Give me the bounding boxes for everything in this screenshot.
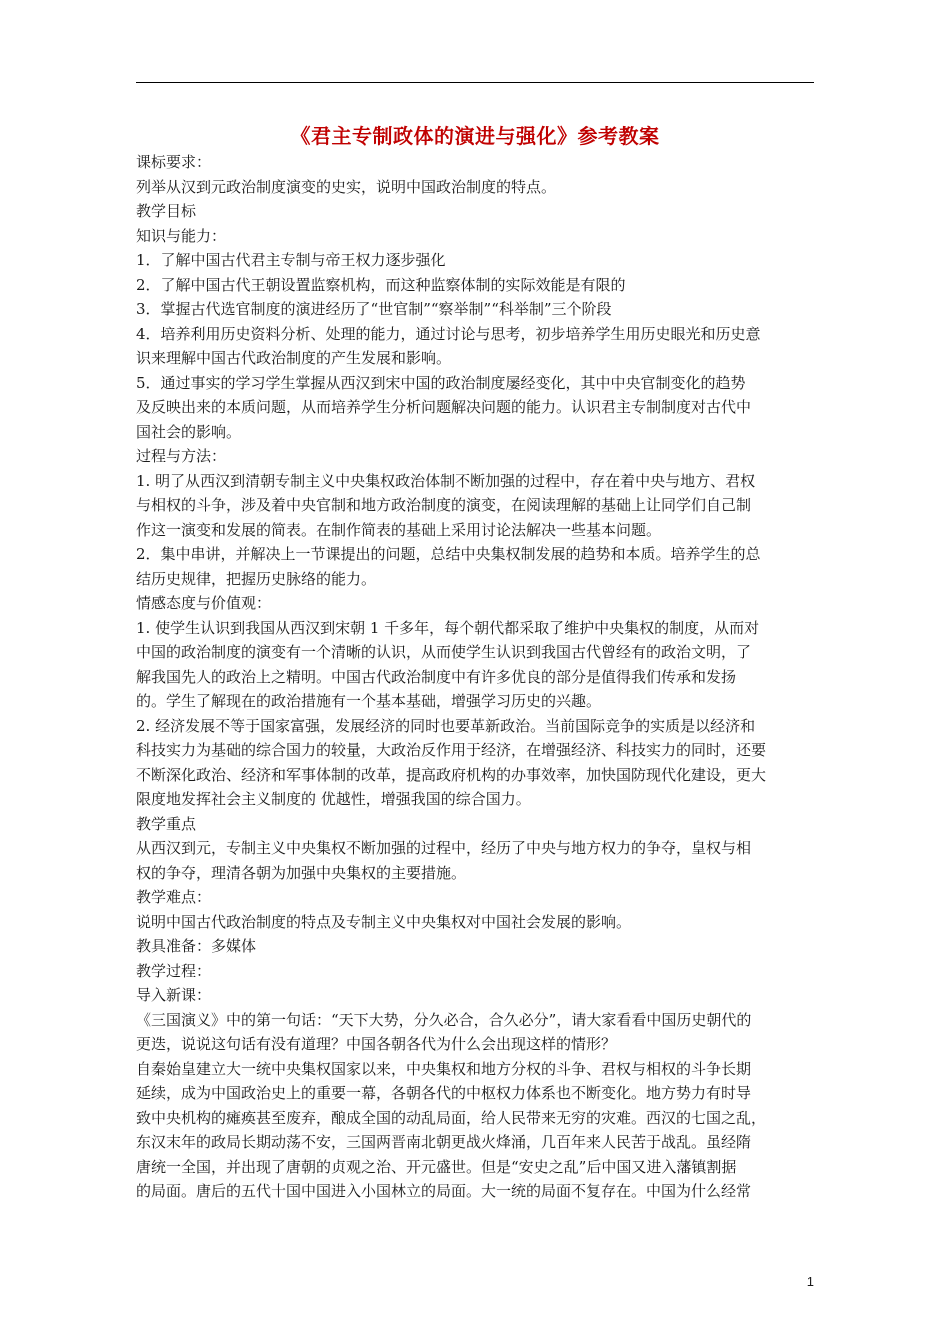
- body-text-line: 自秦始皇建立大一统中央集权国家以来，中央集权和地方分权的斗争、君权与相权的斗争长期: [136, 1059, 752, 1078]
- body-text-line: 说明中国古代政治制度的特点及专制主义中央集权对中国社会发展的影响。: [136, 912, 632, 931]
- body-text-line: 导入新课：: [136, 986, 212, 1004]
- body-text-line: 东汉末年的政局长期动荡不安，三国两晋南北朝更战火烽涌，几百年来人民苦于战乱。虽经隋: [136, 1133, 752, 1151]
- body-text-line: 1. 明了从西汉到清朝专制主义中央集权政治体制不断加强的过程中，存在着中央与地方、君权: [136, 471, 756, 490]
- page-number: 1: [806, 1274, 814, 1289]
- body-text-line: 2. 经济发展不等于国家富强，发展经济的同时也要革新政治。当前国际竞争的实质是以经济和: [136, 716, 756, 735]
- body-text-line: 教学过程：: [136, 961, 212, 980]
- body-text-line: 中国的政治制度的演变有一个清晰的认识，从而使学生认识到我国古代曾经有的政治文明，了: [136, 643, 752, 661]
- body-text-line: 解我国先人的政治上之精明。中国古代政治制度中有许多优良的部分是值得我们传承和发扬: [136, 667, 737, 686]
- body-text-line: 过程与方法：: [136, 447, 227, 465]
- body-text-line: 限度地发挥社会主义制度的 优越性，增强我国的综合国力。: [136, 790, 531, 808]
- body-text-line: 及反映出来的本质问题，从而培养学生分析问题解决问题的能力。认识君主专制制度对古代中: [136, 398, 752, 416]
- body-text-line: 1．了解中国古代君主专制与帝王权力逐步强化: [136, 251, 446, 269]
- body-text-line: 知识与能力：: [136, 226, 227, 245]
- body-text-line: 4．培养利用历史资料分析、处理的能力，通过讨论与思考，初步培养学生用历史眼光和历史意: [136, 324, 761, 343]
- body-text-line: 列举从汉到元政治制度演变的史实，说明中国政治制度的特点。: [136, 177, 557, 196]
- body-text-line: 1. 使学生认识到我国从西汉到宋朝 1 千多年，每个朝代都采取了维护中央集权的制度，从而对: [136, 618, 760, 637]
- body-text-line: 唐统一全国，并出现了唐朝的贞观之治、开元盛世。但是“安史之乱”后中国又进入藩镇割据: [136, 1157, 737, 1176]
- body-text-line: 课标要求：: [136, 153, 212, 171]
- body-text-line: 国社会的影响。: [136, 422, 242, 441]
- body-text-line: 教学难点：: [136, 888, 212, 906]
- body-text-line: 3．掌握古代选官制度的演进经历了“世官制”“察举制”“科举制”三个阶段: [136, 300, 612, 318]
- body-text-line: 教学目标: [136, 202, 197, 220]
- body-text-line: 识来理解中国古代政治制度的产生发展和影响。: [136, 349, 452, 367]
- body-text-line: 的局面。唐后的五代十国中国进入小国林立的局面。大一统的局面不复存在。中国为什么经常: [136, 1182, 752, 1200]
- body-text-line: 权的争夺，理清各朝为加强中央集权的主要措施。: [136, 863, 467, 882]
- body-text-line: 从西汉到元，专制主义中央集权不断加强的过程中，经历了中央与地方权力的争夺，皇权与相: [136, 839, 752, 857]
- body-text-line: 与相权的斗争，涉及着中央官制和地方政治制度的演变，在阅读理解的基础上让同学们自己制: [136, 496, 752, 514]
- body-text-line: 结历史规律，把握历史脉络的能力。: [136, 569, 377, 588]
- body-text-line: 情感态度与价值观：: [136, 594, 272, 612]
- document-title: 《君主专制政体的演进与强化》参考教案: [290, 124, 660, 148]
- body-text-line: 致中央机构的瘫痪甚至废弃，酿成全国的动乱局面，给人民带来无穷的灾难。西汉的七国之乱，: [136, 1108, 767, 1127]
- body-text-line: 2．集中串讲，并解决上一节课提出的问题，总结中央集权制发展的趋势和本质。培养学生的总: [136, 545, 761, 563]
- body-text-line: 更迭，说说这句话有没有道理？中国各朝各代为什么会出现这样的情形？: [136, 1035, 617, 1053]
- body-text-line: 延续，成为中国政治史上的重要一幕，各朝各代的中枢权力体系也不断变化。地方势力有时导: [136, 1084, 752, 1102]
- body-text-line: 的。学生了解现在的政治措施有一个基本基础，增强学习历史的兴趣。: [136, 692, 602, 710]
- header-rule: [136, 82, 814, 83]
- body-text-line: 教学重点: [136, 814, 197, 833]
- body-text-line: 5．通过事实的学习学生掌握从西汉到宋中国的政治制度屡经变化，其中中央官制变化的趋势: [136, 373, 746, 392]
- body-text-line: 教具准备：多媒体: [136, 937, 257, 955]
- document-body: [136, 150, 816, 1204]
- body-text-line: 作这一演变和发展的简表。在制作简表的基础上采用讨论法解决一些基本问题。: [136, 520, 662, 539]
- body-text-line: 科技实力为基础的综合国力的较量，大政治反作用于经济，在增强经济、科技实力的同时，还要: [136, 741, 767, 759]
- body-text-line: 《三国演义》中的第一句话：“天下大势，分久必合，合久必分”，请大家看看中国历史朝代的: [136, 1010, 752, 1029]
- body-text-line: 2．了解中国古代王朝设置监察机构，而这种监察体制的实际效能是有限的: [136, 275, 626, 294]
- body-text-line: 不断深化政治、经济和军事体制的改革，提高政府机构的办事效率，加快国防现代化建设，更大: [136, 765, 767, 784]
